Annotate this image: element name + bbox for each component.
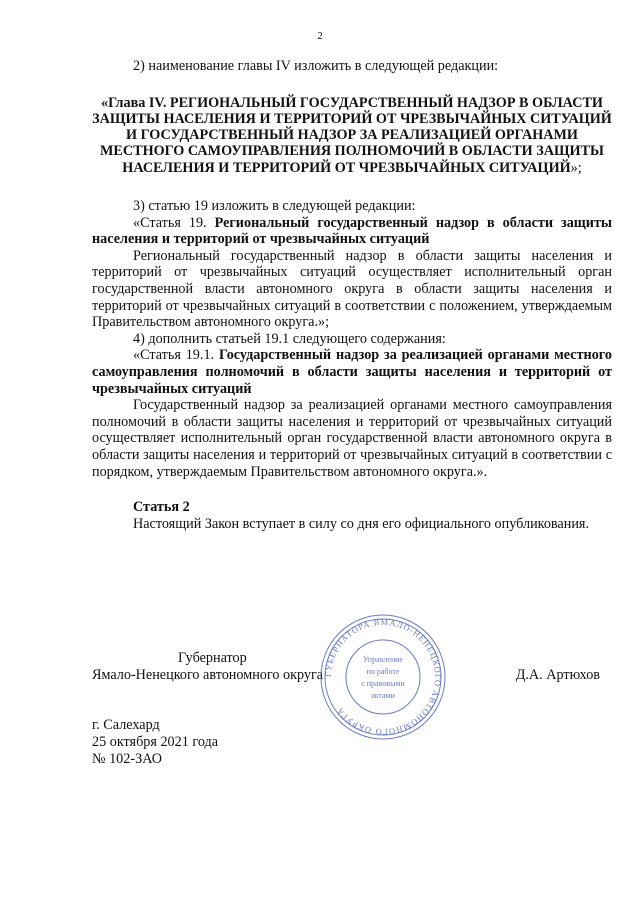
seal-inner-line3: с правовыми	[361, 679, 405, 688]
heading-closing: »;	[570, 159, 582, 176]
page-number: 2	[317, 30, 323, 42]
seal-inner-line2: по работе	[366, 667, 400, 676]
item-2-text: 2) наименование главы IV изложить в следующей редакции:	[133, 58, 499, 74]
article-19-1-prefix: «Статья 19.1.	[133, 347, 219, 364]
chapter-heading	[92, 95, 612, 176]
seal-inner-line4: актами	[371, 691, 395, 700]
article-19-body: Региональный государственный надзор в области защиты населения и территорий от чрезвычайных ситуаций осуществляет исполнительный орган государственной власти автономного округа в области защиты населения и территорий от чрезвычайных ситуаций в соответствии с положением, утверждаемым Правительством автономного округа.»;	[92, 247, 612, 331]
item-4-text: 4) дополнить статьей 19.1 следующего содержания:	[133, 330, 446, 347]
city: г. Салехард	[92, 717, 160, 733]
article-19-1-heading	[92, 347, 612, 397]
article-19-1-body: Государственный надзор за реализацией органами местного самоуправления полномочий в области защиты населения и территорий от чрезвычайных ситуаций осуществляет исполнительный орган государственной власти автономного округа в области защиты населения и территорий от чрезвычайных ситуаций в соответствии с порядком, утверждаемым Правительством автономного округа.».	[92, 397, 612, 480]
article-19-heading	[92, 215, 612, 248]
governor-region: Ямало-Ненецкого автономного округа	[92, 666, 324, 683]
heading-open-quote: «	[101, 94, 109, 111]
governor-name: Д.А. Артюхов	[515, 666, 600, 683]
article-19-1-title: Государственный надзор за реализацией органами местного самоуправления полномочий в области защиты населения и территорий от чрезвычайных ситуаций	[92, 347, 612, 397]
chapter-heading-text: Глава IV. РЕГИОНАЛЬНЫЙ ГОСУДАРСТВЕННЫЙ НАДЗОР В ОБЛАСТИ ЗАЩИТЫ НАСЕЛЕНИЯ И ТЕРРИТОРИЙ ОТ ЧРЕЗВЫЧАЙНЫХ СИТУАЦИЙ И ГОСУДАРСТВЕННЫЙ НАДЗОР ЗА РЕАЛИЗАЦИЕЙ ОРГАНАМИ МЕСТНОГО САМОУПРАВЛЕНИЯ ПОЛНОМОЧИЙ В ОБЛАСТИ ЗАЩИТЫ НАСЕЛЕНИЯ И ТЕРРИТОРИЙ ОТ ЧРЕЗВЫЧАЙНЫХ СИТУАЦИЙ	[92, 94, 612, 176]
official-seal-stamp	[318, 612, 448, 742]
document-footer	[92, 717, 218, 767]
article-19-title: Региональный государственный надзор в области защиты населения и территорий от чрезвычайных ситуаций	[92, 214, 612, 248]
law-date: 25 октября 2021 года	[92, 733, 219, 750]
item-3-text: 3) статью 19 изложить в следующей редакции:	[133, 198, 416, 215]
article-2-title	[92, 499, 612, 516]
article-19-prefix: «Статья 19.	[133, 214, 215, 231]
seal-outer-text: ГУБЕРНАТОРА ЯМАЛО-НЕНЕЦКОГО АВТОНОМНОГО ОКРУГА	[322, 616, 444, 738]
governor-title: Губернатор	[178, 650, 247, 666]
document-body	[92, 58, 612, 532]
law-number: № 102-ЗАО	[92, 750, 162, 767]
article-2-title-text: Статья 2	[133, 499, 190, 516]
article-2-body: Настоящий Закон вступает в силу со дня его официального опубликования.	[133, 515, 589, 532]
seal-inner-line1: Управление	[362, 655, 404, 664]
